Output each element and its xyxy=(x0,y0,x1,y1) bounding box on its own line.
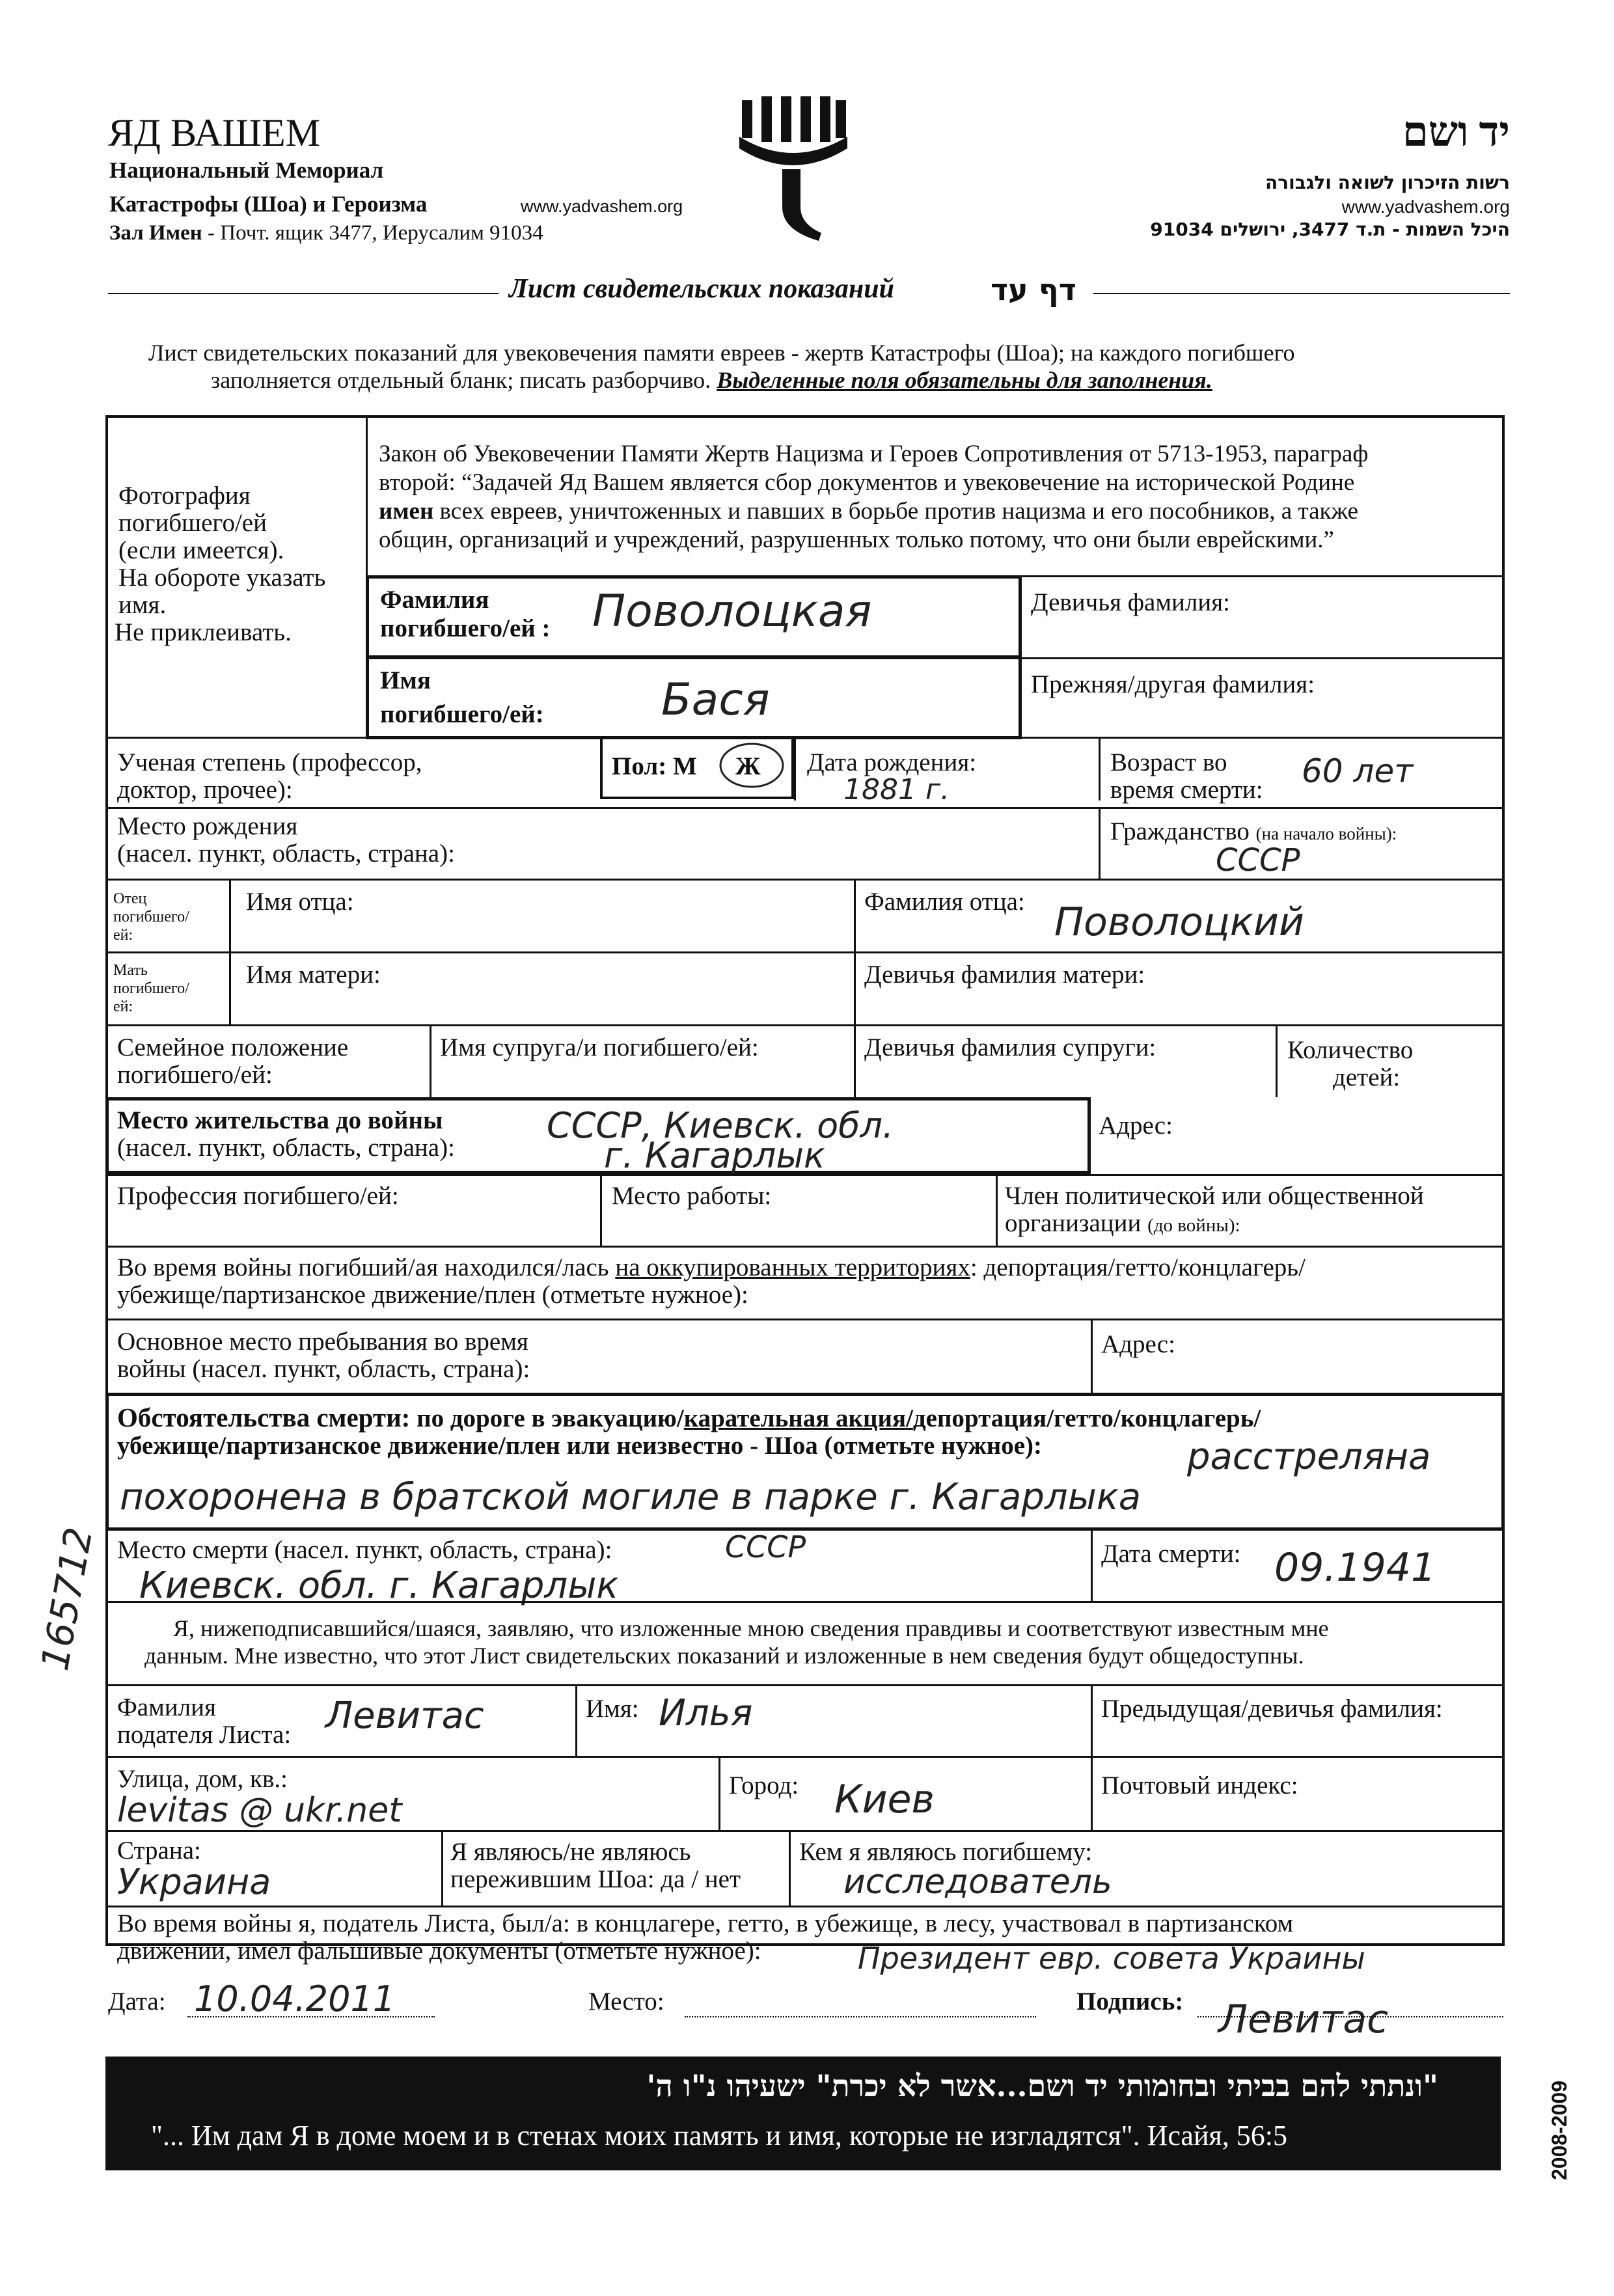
member-label-2-text: организации xyxy=(1005,1209,1142,1237)
footer-quote-he: "ונתתי להם בביתי ובחומותי יד ושם...אשר לא יכרת" ישעיהו נ"ו ה' xyxy=(646,2068,1438,2103)
during-war-l2: убежище/партизанское движение/плен (отметьте нужное): xyxy=(117,1281,748,1309)
father-side-2: погибшего/ xyxy=(113,909,189,925)
street-label: Улица, дом, кв.: xyxy=(117,1765,288,1793)
member-divider xyxy=(996,1174,998,1246)
photo-l5: имя. xyxy=(118,591,167,619)
children-divider xyxy=(1276,1024,1278,1097)
age-divider xyxy=(1099,737,1101,800)
declaration-l1: Я, нижеподписавшийся/шаяся, заявляю, что изложенные мною сведения правдивы и соответствуют известным мне xyxy=(173,1615,1329,1641)
sub-prev-divider xyxy=(1091,1684,1093,1756)
row-main-place-top xyxy=(105,1319,1505,1320)
main-place-label-2: войны (насел. пункт, область, страна): xyxy=(117,1355,530,1383)
work-divider xyxy=(600,1174,602,1246)
signature-value[interactable]: Левитас xyxy=(1218,1997,1389,2042)
spouse-maiden-label: Девичья фамилия супруги: xyxy=(864,1033,1156,1061)
residence-address-label: Адрес: xyxy=(1099,1112,1173,1140)
member-label-1: Член политической или общественной xyxy=(1005,1182,1424,1210)
member-label-2-small: (до войны): xyxy=(1147,1215,1240,1236)
margin-number: 165712 xyxy=(33,1524,102,1674)
spouse-divider xyxy=(430,1024,431,1097)
circumstances-l1 xyxy=(117,1403,1261,1433)
date-value[interactable]: 10.04.2011 xyxy=(194,1978,396,2019)
header-title-ru: ЯД ВАШЕМ xyxy=(108,111,321,154)
photo-l1: Фотография xyxy=(118,482,251,510)
marital-label-1: Семейное положение xyxy=(117,1033,349,1061)
death-date-value[interactable]: 09.1941 xyxy=(1274,1545,1436,1591)
surname-label-1: Фамилия xyxy=(380,586,489,614)
relation-value[interactable]: исследователь xyxy=(843,1863,1112,1902)
postcode-divider xyxy=(1091,1756,1093,1830)
sub-name-divider xyxy=(575,1684,577,1756)
war-sub-l2: движении, имел фальшивые документы (отметьте нужное): xyxy=(117,1937,761,1965)
profession-label: Профессия погибшего/ей: xyxy=(117,1182,399,1210)
given-name-value[interactable]: Бася xyxy=(661,674,770,726)
death-place-value-1[interactable]: СССР xyxy=(725,1529,806,1565)
row-mother-top xyxy=(105,951,1505,953)
header-website-he: www.yadvashem.org xyxy=(1341,197,1510,217)
death-place-label: Место смерти (насел. пункт, область, страна): xyxy=(117,1536,612,1564)
citizenship-label-small: (на начало войны): xyxy=(1255,824,1397,843)
title-rule-left xyxy=(108,293,499,294)
sub-name-value[interactable]: Илья xyxy=(659,1692,753,1734)
photo-l6: Не приклеивать. xyxy=(115,618,292,646)
birthplace-label-2: (насел. пункт, область, страна): xyxy=(117,840,455,868)
survivor-divider xyxy=(441,1830,443,1906)
children-label-2: детей: xyxy=(1333,1063,1401,1091)
country-label: Страна: xyxy=(117,1837,201,1865)
residence-value-1[interactable]: СССР, Киевск. обл. xyxy=(547,1105,894,1146)
sub-surname-label-1: Фамилия xyxy=(117,1693,216,1721)
header-website: www.yadvashem.org xyxy=(521,197,683,216)
row-birthplace-top xyxy=(105,807,1505,809)
header-line4 xyxy=(109,219,543,247)
gender-female[interactable]: Ж xyxy=(735,752,761,780)
citizenship-value[interactable]: СССР xyxy=(1216,842,1300,879)
circumstances-l1-c[interactable]: карательная акция/ xyxy=(683,1404,913,1432)
form-title-ru: Лист свидетельских показаний xyxy=(509,274,894,304)
main-place-address-label: Адрес: xyxy=(1101,1330,1175,1358)
spouse-label: Имя супруга/и погибшего/ей: xyxy=(440,1033,759,1061)
residence-value-2[interactable]: г. Кагарлык xyxy=(604,1135,825,1176)
row-during-war-top xyxy=(105,1246,1505,1248)
during-war-l1-c: : депортация/гетто/концлагерь/ xyxy=(970,1253,1306,1281)
law-l3-bold: имен xyxy=(379,498,434,525)
mother-maiden-label: Девичья фамилия матери: xyxy=(864,961,1145,989)
relation-divider xyxy=(789,1830,791,1906)
row-country-top xyxy=(105,1830,1505,1832)
dob-label: Дата рождения: xyxy=(807,748,977,776)
death-date-divider xyxy=(1091,1531,1093,1601)
header-title-he: יד ושם xyxy=(1402,109,1510,155)
date-underline xyxy=(187,2016,435,2017)
death-date-label: Дата смерти: xyxy=(1101,1540,1241,1568)
spouse-maiden-divider xyxy=(854,1024,856,1097)
city-value[interactable]: Киев xyxy=(834,1777,935,1822)
intro-line2-text: заполняется отдельный бланк; писать разборчиво. xyxy=(211,367,711,393)
residence-label-1: Место жительства до войны xyxy=(117,1106,443,1134)
war-sub-l1: Во время войны я, податель Листа, был/а: в концлагере, гетто, в убежище, в лесу, участвовал в партизанском xyxy=(117,1909,1294,1937)
sub-surname-label-2: подателя Листа: xyxy=(117,1721,292,1749)
law-l3-text: всех евреев, уничтоженных и павших в борьбе против нацизма и его пособников, а также xyxy=(439,498,1358,525)
gender-circle-mark-icon xyxy=(716,739,787,791)
header-line3-ru: Катастрофы (Шоа) и Героизма xyxy=(109,191,428,217)
row-declaration-top xyxy=(105,1601,1505,1603)
law-l4: общин, организаций и учреждений, разрушенных только потому, что они были еврейскими.” xyxy=(379,526,1334,553)
mother-side-3: ей: xyxy=(113,998,133,1015)
age-value[interactable]: 60 лет xyxy=(1302,752,1414,790)
header-line2-ru: Национальный Мемориал xyxy=(109,157,384,183)
intro-line1: Лист свидетельских показаний для увековечения памяти евреев - жертв Катастрофы (Шоа); на каждого погибшего xyxy=(148,340,1295,366)
footer-quote-ru: "... Им дам Я в доме моем и в стенах моих память и имя, которые не изгладятся". Исайя, 56:5 xyxy=(151,2120,1287,2152)
place-underline xyxy=(685,2016,1036,2017)
header-line4-bold: Зал Имен xyxy=(109,221,202,245)
city-label: Город: xyxy=(729,1771,799,1799)
during-war-l1 xyxy=(117,1253,1306,1282)
date-label: Дата: xyxy=(108,1988,166,2016)
circumstances-l1-d: депортация/гетто/концлагерь/ xyxy=(912,1404,1261,1432)
age-label-2: время смерти: xyxy=(1110,776,1263,804)
children-label-1: Количество xyxy=(1287,1036,1414,1064)
war-sub-value[interactable]: Президент евр. совета Украины xyxy=(858,1941,1365,1976)
postcode-label: Почтовый индекс: xyxy=(1101,1771,1298,1799)
circumstances-value-1[interactable]: расстреляна xyxy=(1187,1436,1431,1478)
yad-vashem-logo-icon xyxy=(735,96,849,243)
mother-side-1: Мать xyxy=(113,962,148,979)
signature-label: Подпись: xyxy=(1076,1988,1184,2016)
header-line2-he: רשות הזיכרון לשואה ולגבורה xyxy=(1265,172,1510,193)
law-l3 xyxy=(379,497,1358,526)
citizenship-label-text: Гражданство xyxy=(1110,817,1250,845)
during-war-l1-b[interactable]: на оккупированных территориях xyxy=(615,1253,970,1281)
given-label-1: Имя xyxy=(380,666,431,694)
member-label-2 xyxy=(1005,1209,1240,1240)
residence-label-2: (насел. пункт, область, страна): xyxy=(117,1134,455,1162)
row-submitter-top xyxy=(105,1684,1505,1686)
death-place-value-2[interactable]: Киевск. обл. г. Кагарлык xyxy=(139,1565,619,1607)
place-label: Место: xyxy=(588,1988,664,2016)
age-label-1: Возраст во xyxy=(1110,748,1227,776)
gender-label: Пол: М xyxy=(612,752,697,780)
prev-name-label: Прежняя/другая фамилия: xyxy=(1031,670,1315,698)
photo-l4: На обороте указать xyxy=(118,564,326,592)
sub-name-label: Имя: xyxy=(586,1695,639,1723)
dob-value[interactable]: 1881 г. xyxy=(843,773,950,806)
intro-emphasis: Выделенные поля обязательны для заполнения. xyxy=(717,367,1212,393)
header-line4-he: היכל השמות - ת.ד 3477, ירושלים 91034 xyxy=(1150,219,1510,240)
survivor-label-2: пережившим Шоа: да / нет xyxy=(450,1865,741,1893)
father-side-3: ей: xyxy=(113,927,133,944)
row-degree-top xyxy=(105,737,1505,739)
photo-l2: погибшего/ей xyxy=(118,509,267,537)
row-street-top xyxy=(105,1756,1505,1758)
circumstances-l1-a: Обстоятельства смерти: xyxy=(117,1402,411,1432)
main-place-divider xyxy=(1091,1319,1093,1393)
row-father-top xyxy=(105,879,1505,881)
maiden-name-label: Девичья фамилия: xyxy=(1031,588,1231,616)
footer-year-code: 2008-2009 xyxy=(1548,2080,1571,2180)
law-l2: второй: “Задачей Яд Вашем является сбор документов и увековечение на исторической Родине xyxy=(379,469,1355,496)
survivor-label-1: Я являюсь/не являюсь xyxy=(450,1838,691,1866)
law-l1: Закон об Увековечении Памяти Жертв Нацизма и Героев Сопротивления от 5713-1953, параграф xyxy=(379,441,1369,467)
photo-l3: (если имеется). xyxy=(118,536,284,564)
header-line4-text: - Почт. ящик 3477, Иерусалим 91034 xyxy=(208,221,543,245)
citizenship-divider xyxy=(1099,807,1101,879)
father-side-1: Отец xyxy=(113,890,147,907)
dob-divider xyxy=(794,737,796,800)
relation-label: Кем я являюсь погибшему: xyxy=(799,1838,1093,1866)
marital-label-2: погибшего/ей: xyxy=(117,1061,273,1089)
declaration-l2: данным. Мне известно, что этот Лист свидетельских показаний и изложенные в нем сведения будут общедоступны. xyxy=(144,1643,1304,1669)
sub-surname-value[interactable]: Левитас xyxy=(325,1695,484,1737)
row-profession-top xyxy=(105,1174,1505,1176)
maiden-prev-rule xyxy=(1022,657,1505,659)
given-label-2: погибшего/ей: xyxy=(380,700,544,728)
birthplace-label-1: Место рождения xyxy=(117,812,298,840)
city-divider xyxy=(718,1756,720,1830)
surname-label-2: погибшего/ей : xyxy=(380,614,551,642)
circumstances-l1-b: по дороге в эвакуацию/ xyxy=(417,1404,684,1432)
during-war-l1-a: Во время войны погибший/ая находился/лась xyxy=(117,1253,609,1281)
father-name-label: Имя отца: xyxy=(246,888,354,916)
row-war-sub-top xyxy=(105,1906,1505,1907)
intro-line2 xyxy=(211,366,1212,394)
circumstances-value-2[interactable]: похоронена в братской могиле в парке г. Кагарлыка xyxy=(120,1476,1142,1518)
father-surname-value[interactable]: Поволоцкий xyxy=(1054,899,1305,945)
country-value[interactable]: Украина xyxy=(117,1861,271,1902)
degree-label-2: доктор, прочее): xyxy=(117,776,293,804)
degree-label-1: Ученая степень (профессор, xyxy=(117,748,422,776)
signature-underline xyxy=(1197,2016,1503,2017)
surname-value[interactable]: Поволоцкая xyxy=(592,586,872,637)
sub-prev-label: Предыдущая/девичья фамилия: xyxy=(1101,1695,1443,1723)
title-rule-right xyxy=(1093,293,1510,294)
circumstances-l2: убежище/партизанское движение/плен или неизвестно - Шоа (отметьте нужное): xyxy=(117,1432,1043,1460)
row-marital-top xyxy=(105,1024,1505,1026)
mother-side-2: погибшего/ xyxy=(113,980,189,997)
form-title-he: דף עד xyxy=(991,272,1076,307)
work-label: Место работы: xyxy=(612,1182,772,1210)
mother-name-label: Имя матери: xyxy=(246,961,381,989)
main-place-label-1: Основное место пребывания во время xyxy=(117,1328,528,1356)
father-surname-label: Фамилия отца: xyxy=(864,888,1025,916)
street-value[interactable]: levitas @ ukr.net xyxy=(117,1791,402,1830)
